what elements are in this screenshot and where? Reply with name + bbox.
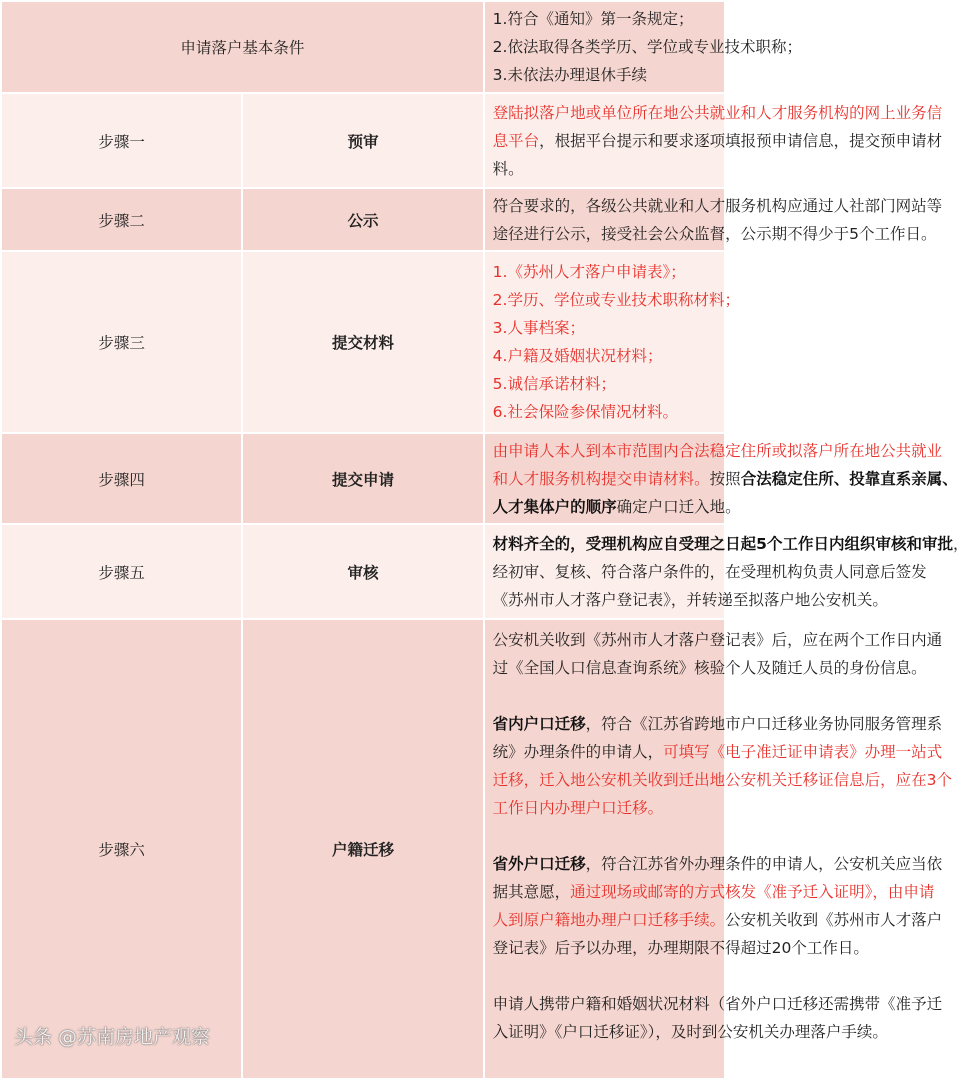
step-number: 步骤三 xyxy=(1,251,242,433)
text-line xyxy=(492,586,888,614)
text: 符合要求的，各级公共就业和人才服务机构应通过人社部门网站等 xyxy=(492,196,943,215)
step-name: 审核 xyxy=(242,524,483,619)
text-line xyxy=(492,286,740,314)
blank-line xyxy=(493,682,718,710)
text: 确定户口迁入地。 xyxy=(616,497,741,516)
text: 3.未依法办理退休手续 xyxy=(492,66,647,84)
text: ，根据平台提示和要求逐项填报预申请信息，提交预申请材 xyxy=(539,131,943,150)
text-line xyxy=(492,192,943,220)
bold-text: 省外户口迁移 xyxy=(492,855,586,873)
highlighted-text: 迁移，迁入地公安机关收到迁出地公安机关迁移证信息后，应在3个 xyxy=(492,771,953,789)
text: ，符合《江苏省跨地市户口迁移业务协同服务管理系 xyxy=(585,715,943,733)
text-line xyxy=(492,220,937,248)
text-line xyxy=(492,558,927,586)
text-line xyxy=(493,155,718,183)
watermark: 头条 @苏南房地产观察 xyxy=(14,1026,211,1048)
text-line xyxy=(492,127,943,155)
row-content xyxy=(484,251,740,433)
text-line xyxy=(492,437,943,465)
text-line xyxy=(493,258,718,286)
highlighted-text: 2.学历、学位或专业技术职称材料； xyxy=(492,291,740,309)
step-row xyxy=(1,93,725,188)
highlighted-text: 人到原户籍地办理户口迁移手续。 xyxy=(492,911,726,929)
step-row xyxy=(1,433,725,524)
text: 入证明》《户口迁移证》），及时到公安机关办理落户手续。 xyxy=(492,1023,888,1041)
text-line xyxy=(492,626,943,654)
step-row xyxy=(1,188,725,251)
text-line xyxy=(493,398,718,426)
text: 2.依法取得各类学历、学位或专业技术职称； xyxy=(492,38,802,56)
step-name: 提交申请 xyxy=(242,433,483,524)
text: 据其意愿， xyxy=(492,883,571,901)
text: 料。 xyxy=(492,159,524,178)
step-row xyxy=(1,251,725,433)
text: 登记表》后予以办理，办理期限不得超过20个工作日。 xyxy=(492,939,869,957)
text-line xyxy=(492,1018,888,1046)
text: 按照 xyxy=(709,469,741,488)
text-line xyxy=(493,314,718,342)
highlighted-text: 5.诚信承诺材料； xyxy=(492,375,616,393)
text-line xyxy=(492,530,968,558)
highlighted-text: 4.户籍及婚姻状况材料； xyxy=(492,347,663,365)
step-name: 公示 xyxy=(242,188,483,251)
row-content xyxy=(484,433,958,524)
bold-text: 材料齐全的，受理机构应自受理之日起5个工作日内组织审核和审批 xyxy=(492,534,953,553)
text-line xyxy=(492,654,927,682)
text-line xyxy=(493,5,718,33)
text-line xyxy=(492,738,943,766)
bold-text: 人才集体户的顺序 xyxy=(492,497,617,516)
step-row xyxy=(1,524,725,619)
text-line xyxy=(493,342,718,370)
text: 统》办理条件的申请人， xyxy=(492,743,664,761)
highlighted-text: 和人才服务机构提交申请材料。 xyxy=(492,469,710,488)
row-content xyxy=(484,188,943,251)
text-line xyxy=(492,878,935,906)
highlighted-text: 通过现场或邮寄的方式核发《准予迁入证明》，由申请 xyxy=(570,883,935,901)
step-name: 预审 xyxy=(242,93,483,188)
highlighted-text: 登陆拟落户地或单位所在地公共就业和人才服务机构的网上业务信 xyxy=(492,103,943,122)
text: ， xyxy=(952,534,968,553)
text: ，符合江苏省外办理条件的申请人，公安机关应当依 xyxy=(585,855,943,873)
bold-text: 省内户口迁移 xyxy=(492,715,586,733)
highlighted-text: 6.社会保险参保情况材料。 xyxy=(492,403,678,421)
highlighted-text: 可填写《电子准迁证申请表》办理一站式 xyxy=(663,743,943,761)
basic-conditions-row xyxy=(1,1,725,93)
row-content xyxy=(484,524,968,619)
text: 经初审、复核、符合落户条件的，在受理机构负责人同意后签发 xyxy=(492,562,927,581)
text-line xyxy=(492,766,953,794)
text-line xyxy=(493,794,718,822)
step-row xyxy=(1,619,725,1079)
text-line xyxy=(492,710,943,738)
row-content xyxy=(484,1,802,93)
text: 1.符合《通知》第一条规定； xyxy=(492,10,694,28)
text-line xyxy=(492,33,802,61)
text: 途径进行公示，接受社会公众监督，公示期不得少于5个工作日。 xyxy=(492,224,937,243)
blank-line xyxy=(493,822,718,850)
text-line xyxy=(492,465,958,493)
bold-text: 合法稳定住所、投靠直系亲属、 xyxy=(740,469,958,488)
highlighted-text: 1.《苏州人才落户申请表》； xyxy=(492,263,686,281)
blank-line xyxy=(493,962,718,990)
text-line xyxy=(492,934,869,962)
step-number: 步骤五 xyxy=(1,524,242,619)
step-name: 户籍迁移 xyxy=(242,619,483,1079)
text-line xyxy=(493,370,718,398)
text-line xyxy=(492,990,943,1018)
highlighted-text: 由申请人本人到本市范围内合法稳定住所或拟落户所在地公共就业 xyxy=(492,441,943,460)
highlighted-text: 息平台 xyxy=(492,131,540,150)
highlighted-text: 工作日内办理户口迁移。 xyxy=(492,799,664,817)
row-content xyxy=(484,93,943,188)
text: 公安机关收到《苏州市人才落户 xyxy=(725,911,943,929)
text-line xyxy=(492,906,943,934)
step-number: 步骤四 xyxy=(1,433,242,524)
text-line xyxy=(492,850,943,878)
step-number: 步骤二 xyxy=(1,188,242,251)
highlighted-text: 3.人事档案； xyxy=(492,319,585,337)
text: 申请人携带户籍和婚姻状况材料（省外户口迁移还需携带《准予迁 xyxy=(492,995,943,1013)
row-label: 申请落户基本条件 xyxy=(1,1,484,93)
text-line xyxy=(492,493,741,521)
text: 公安机关收到《苏州市人才落户登记表》后，应在两个工作日内通 xyxy=(492,631,943,649)
step-number: 步骤一 xyxy=(1,93,242,188)
row-content xyxy=(484,619,953,1079)
step-name: 提交材料 xyxy=(242,251,483,433)
text-line xyxy=(492,99,943,127)
text-line xyxy=(493,61,718,89)
text: 《苏州市人才落户登记表》，并转递至拟落户地公安机关。 xyxy=(492,590,888,609)
step-number: 步骤六 xyxy=(1,619,242,1079)
text: 过《全国人口信息查询系统》核验个人及随迁人员的身份信息。 xyxy=(492,659,927,677)
